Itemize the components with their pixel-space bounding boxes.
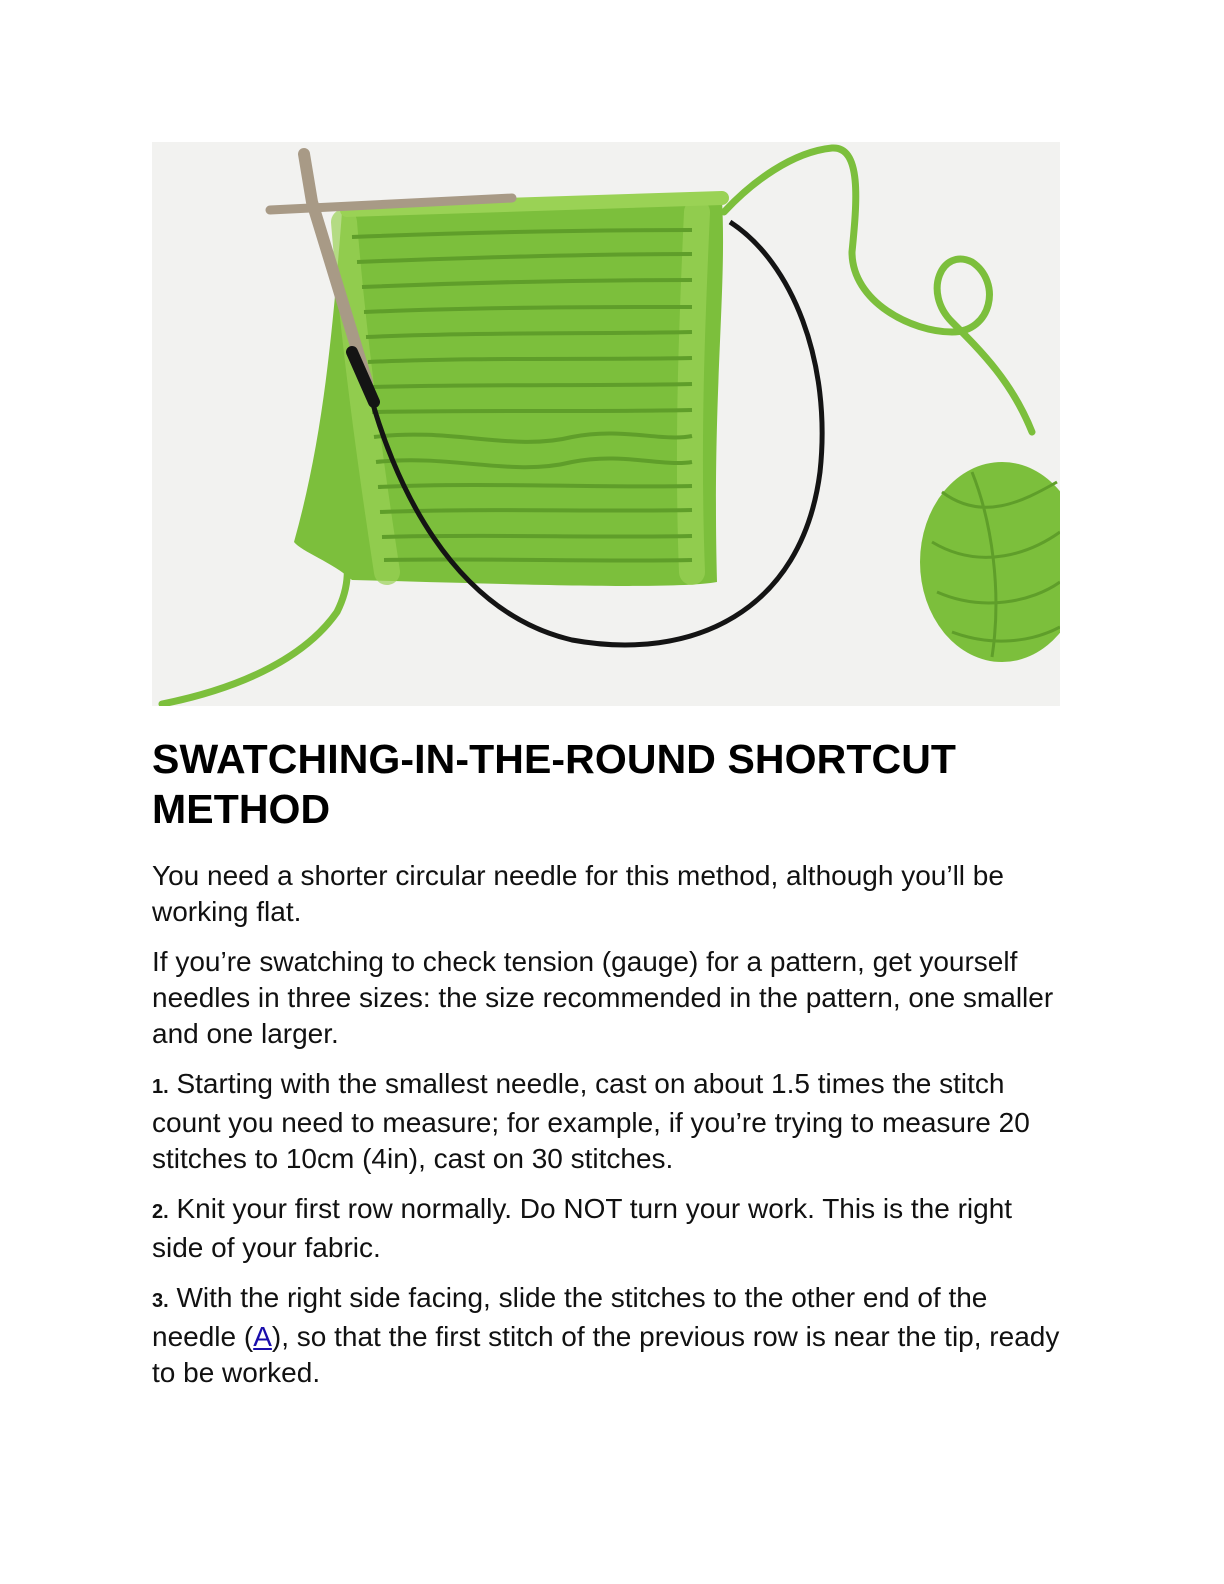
step-2-number: 2.: [152, 1201, 169, 1223]
page-title: SWATCHING-IN-THE-ROUND SHORTCUT METHOD: [152, 736, 957, 832]
knitted-swatch-photo: [152, 142, 1060, 706]
figure-a-link[interactable]: A: [253, 1321, 272, 1352]
step-3: [152, 1280, 1064, 1391]
article-content: [152, 734, 1064, 1391]
step-1-number: 1.: [152, 1076, 169, 1098]
step-1: [152, 1066, 1064, 1177]
step-2: [152, 1191, 1064, 1266]
step-1-text: Starting with the smallest needle, cast on about 1.5 times the stitch count you need to measure; for example, if you’re trying to measure 20 stitches to 10cm (4in), cast on 30 stitches.: [152, 1068, 1030, 1174]
intro-paragraph-2: If you’re swatching to check tension (gauge) for a pattern, get yourself needles in three sizes: the size recommended in the pattern, one smaller and one larger.: [152, 946, 1054, 1049]
step-3-text-after: ), so that the first stitch of the previous row is near the tip, ready to be worked.: [152, 1321, 1060, 1388]
step-3-text-before: With the right side facing, slide the stitches to the other end of the needle (: [152, 1282, 988, 1352]
step-2-text: Knit your first row normally. Do NOT turn your work. This is the right side of your fabric.: [152, 1193, 1013, 1263]
intro-paragraph-1: You need a shorter circular needle for this method, although you’ll be working flat.: [152, 860, 1004, 927]
step-3-number: 3.: [152, 1290, 169, 1312]
